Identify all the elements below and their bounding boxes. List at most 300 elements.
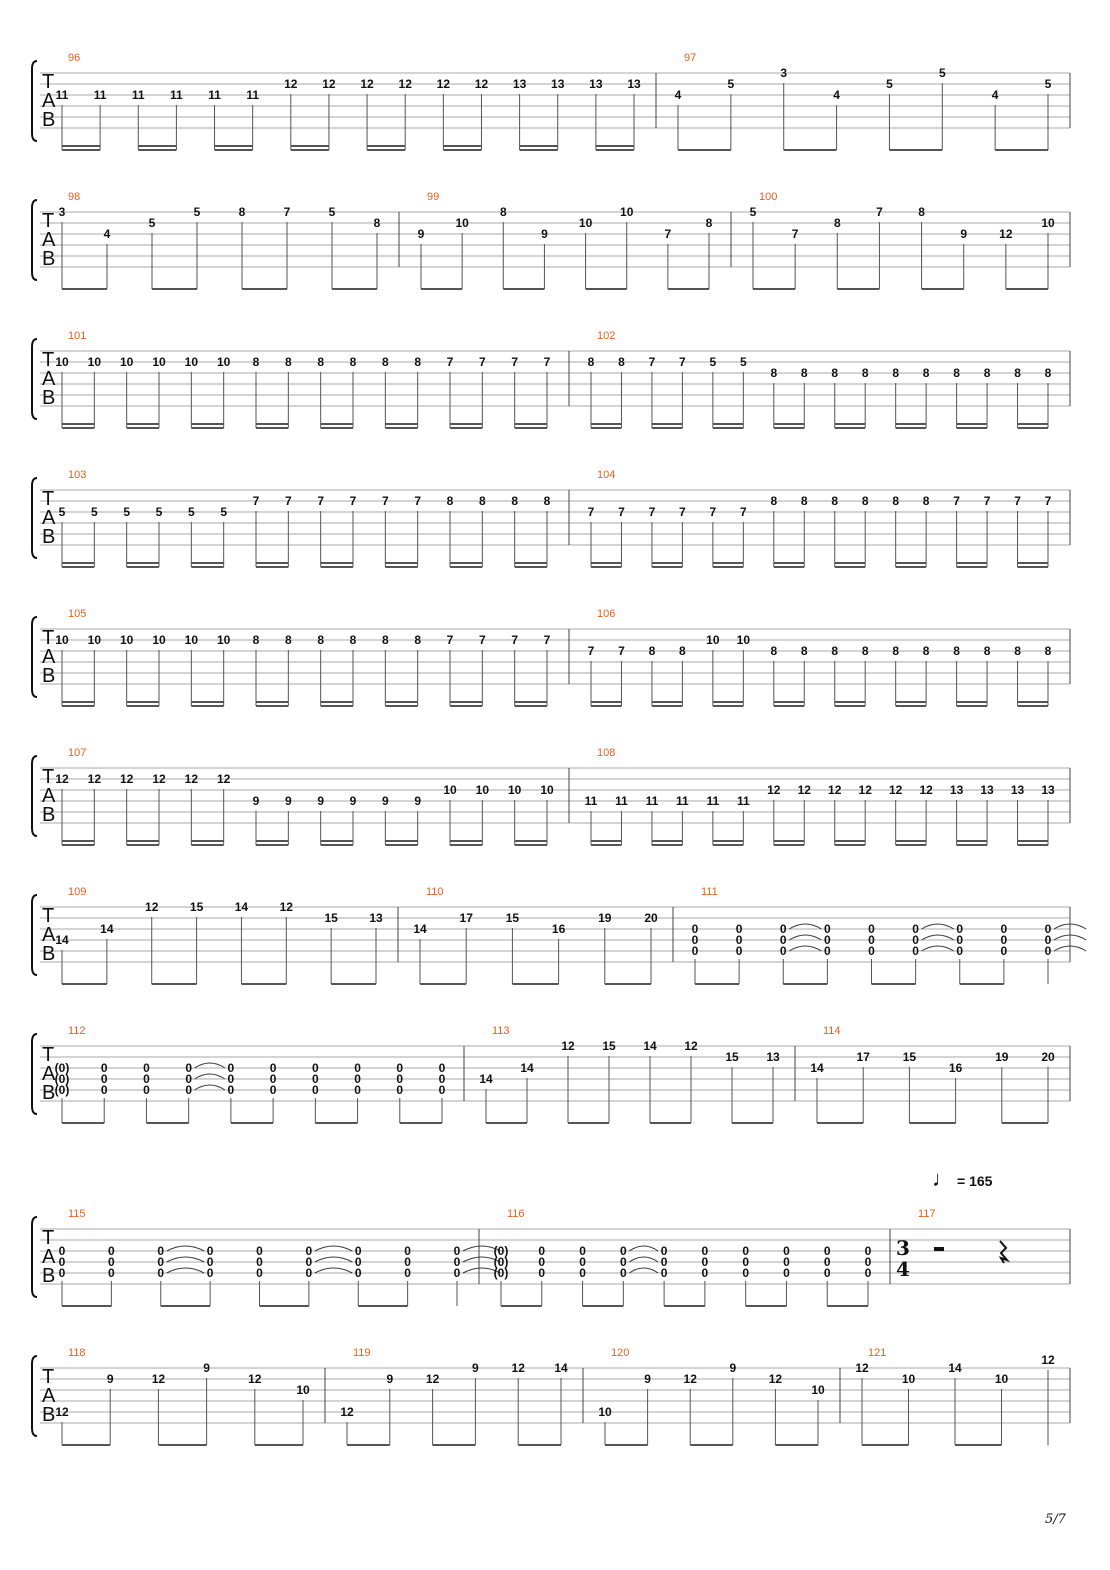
chord-fret-number: 0 xyxy=(1044,944,1052,958)
tie-arc xyxy=(789,924,821,929)
fret-number: 10 xyxy=(216,355,231,369)
fret-number: 11 xyxy=(246,88,260,102)
fret-number: 9 xyxy=(472,1361,479,1375)
chord-fret-number: 0 xyxy=(1000,922,1008,936)
fret-number: 7 xyxy=(511,355,519,369)
measure xyxy=(494,1208,872,1307)
beam xyxy=(515,427,547,429)
fret-number: 10 xyxy=(540,783,554,797)
fret-number: 10 xyxy=(55,633,69,647)
chord-fret-number: 0 xyxy=(256,1266,263,1280)
fret-number: 10 xyxy=(475,783,490,797)
beam xyxy=(138,149,176,151)
beam xyxy=(515,701,547,703)
tab-clef-letter: A xyxy=(42,1246,56,1268)
fret-number: 9 xyxy=(349,794,357,808)
chord-fret-number: 0 xyxy=(143,1061,150,1075)
chord-fret-number: 0 xyxy=(404,1244,411,1258)
fret-number: 9 xyxy=(729,1361,737,1375)
fret-number: 15 xyxy=(902,1050,917,1064)
fret-number: 8 xyxy=(770,366,778,380)
fret-number: 8 xyxy=(800,644,808,658)
fret-number: 8 xyxy=(618,355,625,369)
chord-fret-number: 0 xyxy=(354,1255,362,1269)
chord-fret-number: 0 xyxy=(701,1244,709,1258)
chord-fret-number: 0 xyxy=(742,1255,750,1269)
beam xyxy=(62,1444,110,1446)
beam xyxy=(1018,840,1048,842)
fret-number: 13 xyxy=(627,77,641,91)
chord-fret-number: 0 xyxy=(742,1266,750,1280)
beam xyxy=(922,288,964,290)
fret-number: 12 xyxy=(683,1372,697,1386)
fret-number: 13 xyxy=(766,1050,780,1064)
chord-fret-number: 0 xyxy=(823,1266,831,1280)
fret-number: 5 xyxy=(58,505,66,519)
beam xyxy=(256,427,288,429)
chord-fret-number: 0 xyxy=(354,1266,362,1280)
chord-fret-number: 0 xyxy=(256,1244,263,1258)
measure-number: 109 xyxy=(68,886,87,898)
fret-number: 7 xyxy=(1014,494,1021,508)
chord-fret-number: 0 xyxy=(701,1266,709,1280)
beam xyxy=(955,1444,1002,1446)
fret-number: 7 xyxy=(446,355,454,369)
beam xyxy=(652,701,682,703)
tab-clef-letter: B xyxy=(42,109,56,131)
beam xyxy=(896,844,926,846)
chord-fret-number: 0 xyxy=(1044,922,1052,936)
beam xyxy=(62,288,107,290)
chord-fret-number: 0 xyxy=(206,1244,214,1258)
chord-fret-number: 0 xyxy=(735,933,743,947)
fret-number: 10 xyxy=(296,1383,310,1397)
chord-fret-number: 0 xyxy=(912,922,919,936)
beam xyxy=(256,844,288,846)
fret-number: 4 xyxy=(991,88,999,102)
fret-number: 9 xyxy=(381,794,389,808)
beam xyxy=(568,1122,609,1124)
beam xyxy=(652,844,682,846)
fret-number: 8 xyxy=(831,644,839,658)
fret-number: 8 xyxy=(252,633,260,647)
fret-number: 9 xyxy=(414,794,422,808)
fret-number: 10 xyxy=(1041,216,1055,230)
chord-fret-number: 0 xyxy=(868,933,875,947)
tab-clef-letter: T xyxy=(42,627,55,649)
beam xyxy=(784,149,837,151)
beam xyxy=(450,701,482,703)
beam xyxy=(713,701,743,703)
beam xyxy=(191,427,223,429)
fret-number: 7 xyxy=(349,494,357,508)
beam xyxy=(255,1444,303,1446)
fret-number: 13 xyxy=(512,77,527,91)
fret-number: 5 xyxy=(187,505,195,519)
fret-number: 8 xyxy=(238,205,246,219)
chord-fret-number: 0 xyxy=(1000,933,1008,947)
beam xyxy=(515,705,547,707)
chord-fret-number: 0 xyxy=(58,1255,66,1269)
beam xyxy=(62,562,94,564)
beam xyxy=(957,427,987,429)
fret-number: 9 xyxy=(284,794,292,808)
measure-number: 118 xyxy=(68,1347,86,1359)
beam xyxy=(321,701,353,703)
beam xyxy=(596,149,634,151)
beam xyxy=(62,1122,104,1124)
fret-number: 5 xyxy=(886,77,893,91)
measure-number: 116 xyxy=(507,1208,525,1220)
measure-number: 97 xyxy=(684,52,697,64)
fret-number: 12 xyxy=(340,1405,354,1419)
chord-fret-number: 0 xyxy=(157,1255,165,1269)
measure xyxy=(588,469,1052,568)
fret-number: 12 xyxy=(474,77,489,91)
beam xyxy=(241,983,286,985)
fret-number: 7 xyxy=(252,494,260,508)
fret-number: 7 xyxy=(446,633,454,647)
beam xyxy=(774,562,804,564)
chord-fret-number: 0 xyxy=(100,1072,108,1086)
chord-fret-number: 0 xyxy=(453,1266,461,1280)
beam xyxy=(896,562,926,564)
fret-number: 14 xyxy=(643,1039,657,1053)
fret-number: 12 xyxy=(684,1039,698,1053)
chord-fret-number: 0 xyxy=(100,1061,108,1075)
chord-fret-number: 0 xyxy=(956,944,964,958)
chord-fret-number: 0 xyxy=(538,1255,546,1269)
tie-arc xyxy=(789,946,821,951)
chord-fret-number: 0 xyxy=(108,1255,115,1269)
fret-number: 8 xyxy=(892,494,900,508)
beam xyxy=(1006,288,1048,290)
measure xyxy=(855,1347,1055,1446)
chord-fret-number: 0 xyxy=(824,933,831,947)
chord-fret-number: 0 xyxy=(783,1266,790,1280)
tab-clef-letter: A xyxy=(42,785,56,807)
fret-number: 4 xyxy=(674,88,682,102)
measure xyxy=(56,52,641,151)
fret-number: 4 xyxy=(833,88,840,102)
beam xyxy=(256,701,288,703)
fret-number: 5 xyxy=(220,505,228,519)
beam xyxy=(450,840,482,842)
beam xyxy=(909,1122,955,1124)
tie-arc xyxy=(167,1268,204,1273)
chord-fret-number: 0 xyxy=(256,1255,263,1269)
beam xyxy=(817,1122,863,1124)
measure-number: 111 xyxy=(701,886,718,898)
beam xyxy=(385,562,417,564)
tie-arc xyxy=(922,935,954,940)
beam xyxy=(1018,562,1048,564)
tab-clef-letter: A xyxy=(42,368,56,390)
fret-number: 7 xyxy=(791,227,799,241)
fret-number: 10 xyxy=(443,783,457,797)
fret-number: 11 xyxy=(736,794,750,808)
beam xyxy=(668,288,709,290)
beam xyxy=(520,145,558,147)
beam xyxy=(385,423,417,425)
fret-number: 7 xyxy=(381,494,389,508)
measure-number: 120 xyxy=(611,1347,630,1359)
fret-number: 13 xyxy=(369,911,383,925)
beam xyxy=(605,1444,648,1446)
fret-number: 12 xyxy=(322,77,336,91)
beam xyxy=(347,1444,390,1446)
fret-number: 12 xyxy=(284,77,298,91)
system-bracket xyxy=(32,756,37,836)
chord-fret-number: 0 xyxy=(619,1244,627,1258)
fret-number: 8 xyxy=(800,494,808,508)
beam xyxy=(421,288,462,290)
chord-fret-number: 0 xyxy=(538,1266,546,1280)
chord-fret-number: 0 xyxy=(354,1061,361,1075)
fret-number: 7 xyxy=(587,644,595,658)
measure-number: 121 xyxy=(868,1347,887,1359)
beam xyxy=(591,427,621,429)
beam xyxy=(774,844,804,846)
measure xyxy=(59,191,381,290)
tab-system xyxy=(32,1025,1070,1124)
beam xyxy=(321,562,353,564)
fret-number: 16 xyxy=(551,922,566,936)
fret-number: 7 xyxy=(317,494,325,508)
chord-fret-number: 0 xyxy=(438,1072,446,1086)
chord-fret-number: 0 xyxy=(311,1061,319,1075)
beam xyxy=(515,566,547,568)
chord-fret-number: 0 xyxy=(742,1244,750,1258)
fret-number: 5 xyxy=(938,66,946,80)
fret-number: 7 xyxy=(739,505,747,519)
fret-number: 7 xyxy=(679,505,686,519)
beam xyxy=(127,705,159,707)
tab-system xyxy=(32,608,1070,707)
beam xyxy=(774,705,804,707)
fret-number: 8 xyxy=(1014,644,1021,658)
measure-number: 114 xyxy=(823,1025,841,1037)
chord-fret-number: 0 xyxy=(619,1255,627,1269)
fret-number: 5 xyxy=(749,205,757,219)
chord-fret-number: 0 xyxy=(579,1244,586,1258)
tab-systems xyxy=(32,52,1086,1446)
quarter-rest xyxy=(1000,1241,1007,1263)
beam xyxy=(332,288,377,290)
tie-arc xyxy=(195,1085,225,1090)
system-bracket xyxy=(32,339,37,419)
fret-number: 8 xyxy=(1044,644,1052,658)
beam xyxy=(450,844,482,846)
beam xyxy=(450,705,482,707)
fret-number: 8 xyxy=(922,366,930,380)
tie-arc xyxy=(629,1268,658,1273)
fret-number: 7 xyxy=(648,505,656,519)
beam xyxy=(652,427,682,429)
measure xyxy=(598,1347,825,1446)
fret-number: 11 xyxy=(584,794,598,808)
chord-fret-number: 0 xyxy=(354,1083,361,1097)
fret-number: 5 xyxy=(727,77,735,91)
tie-arc xyxy=(195,1063,225,1068)
beam xyxy=(450,423,482,425)
tab-clef-letter: A xyxy=(42,507,56,529)
fret-number: 10 xyxy=(901,1372,916,1386)
fret-number: 16 xyxy=(948,1061,963,1075)
fret-number: 12 xyxy=(919,783,933,797)
fret-number: 10 xyxy=(55,355,69,369)
fret-number: 8 xyxy=(800,366,808,380)
tab-clef-letter: B xyxy=(42,665,56,687)
beam xyxy=(605,983,651,985)
beam xyxy=(896,427,926,429)
beam xyxy=(138,145,176,147)
beam xyxy=(358,1305,407,1307)
chord-fret-number: 0 xyxy=(354,1072,361,1086)
measure xyxy=(585,747,1055,846)
beam xyxy=(515,423,547,425)
beam xyxy=(1018,423,1048,425)
beam xyxy=(889,149,942,151)
fret-number: 12 xyxy=(888,783,903,797)
measure-number: 110 xyxy=(426,886,444,898)
beam xyxy=(774,701,804,703)
chord-fret-number: 0 xyxy=(143,1072,150,1086)
measure-number: 99 xyxy=(427,191,440,203)
fret-number: 8 xyxy=(953,644,960,658)
beam xyxy=(515,844,547,846)
beam xyxy=(191,566,223,568)
fret-number: 8 xyxy=(983,366,991,380)
fret-number: 12 xyxy=(87,772,102,786)
chord-fret-number: 0 xyxy=(354,1244,362,1258)
beam xyxy=(835,840,865,842)
beam xyxy=(872,983,916,985)
beam xyxy=(321,423,353,425)
tie-arc xyxy=(167,1246,204,1251)
fret-number: 8 xyxy=(770,494,778,508)
beam xyxy=(690,1444,733,1446)
tab-clef-letter: B xyxy=(42,1265,56,1287)
chord-fret-number: 0 xyxy=(824,944,831,958)
chord-fret-number: 0 xyxy=(453,1244,461,1258)
tab-system xyxy=(32,469,1070,568)
chord-fret-number: 0 xyxy=(735,922,743,936)
fret-number: 10 xyxy=(578,216,593,230)
fret-number: 8 xyxy=(922,644,930,658)
tab-clef-letter: T xyxy=(42,349,55,371)
fret-number: 10 xyxy=(507,783,522,797)
fret-number: 17 xyxy=(856,1050,870,1064)
tie-arc xyxy=(315,1268,352,1273)
beam xyxy=(835,705,865,707)
beam xyxy=(591,840,621,842)
beam xyxy=(127,844,159,846)
fret-number: 13 xyxy=(980,783,994,797)
fret-number: 11 xyxy=(131,88,145,102)
beam xyxy=(835,423,865,425)
fret-number: 8 xyxy=(349,633,357,647)
measure-number: 104 xyxy=(597,469,616,481)
beam xyxy=(713,423,743,425)
fret-number: 7 xyxy=(618,644,625,658)
fret-number: 7 xyxy=(953,494,960,508)
beam xyxy=(501,1305,542,1307)
fret-number: 8 xyxy=(1044,366,1052,380)
fret-number: 7 xyxy=(543,355,551,369)
measure xyxy=(340,1347,568,1446)
measure xyxy=(588,330,1052,429)
fret-number: 8 xyxy=(381,633,389,647)
fret-number: 8 xyxy=(511,494,519,508)
fret-number: 12 xyxy=(797,783,811,797)
beam xyxy=(774,427,804,429)
beam xyxy=(835,844,865,846)
fret-number: 7 xyxy=(478,633,486,647)
fret-number: 12 xyxy=(55,1405,69,1419)
chord-fret-number: 0 xyxy=(912,944,919,958)
fret-number: 9 xyxy=(417,227,425,241)
tie-arc xyxy=(629,1246,658,1251)
beam xyxy=(321,566,353,568)
fret-number: 10 xyxy=(598,1405,612,1419)
beam xyxy=(835,427,865,429)
beam xyxy=(291,145,329,147)
tab-clef-letter: A xyxy=(42,924,56,946)
beam xyxy=(713,844,743,846)
beam xyxy=(321,840,353,842)
fret-number: 13 xyxy=(551,77,565,91)
beam xyxy=(315,1122,357,1124)
fret-number: 7 xyxy=(618,505,625,519)
chord-fret-number: 0 xyxy=(396,1061,404,1075)
fret-number: 12 xyxy=(184,772,199,786)
fret-number: 9 xyxy=(386,1372,394,1386)
fret-number: 8 xyxy=(478,494,486,508)
chord-fret-number: (0) xyxy=(54,1061,70,1075)
beam xyxy=(191,840,223,842)
fret-number: 12 xyxy=(55,772,69,786)
measure-number: 117 xyxy=(918,1208,936,1220)
fret-number: 5 xyxy=(148,216,156,230)
beam xyxy=(515,562,547,564)
fret-number: 12 xyxy=(767,783,781,797)
fret-number: 8 xyxy=(861,644,869,658)
tab-clef-letter: T xyxy=(42,210,55,232)
fret-number: 9 xyxy=(106,1372,114,1386)
fret-number: 10 xyxy=(119,355,134,369)
beam xyxy=(591,423,621,425)
chord-fret-number: 0 xyxy=(227,1061,235,1075)
chord-fret-number: 0 xyxy=(779,933,787,947)
beam xyxy=(652,423,682,425)
fret-number: 7 xyxy=(648,355,656,369)
fret-number: 19 xyxy=(598,911,612,925)
fret-number: 11 xyxy=(93,88,107,102)
beam xyxy=(62,705,94,707)
beam xyxy=(896,566,926,568)
fret-number: 8 xyxy=(953,366,960,380)
tab-system xyxy=(32,1347,1070,1446)
beam xyxy=(896,840,926,842)
chord-fret-number: 0 xyxy=(1000,944,1008,958)
beam xyxy=(652,562,682,564)
beam xyxy=(1018,701,1048,703)
chord-fret-number: 0 xyxy=(579,1255,586,1269)
chord-fret-number: 0 xyxy=(1044,933,1052,947)
chord-fret-number: 0 xyxy=(619,1266,627,1280)
chord-fret-number: 0 xyxy=(956,933,964,947)
